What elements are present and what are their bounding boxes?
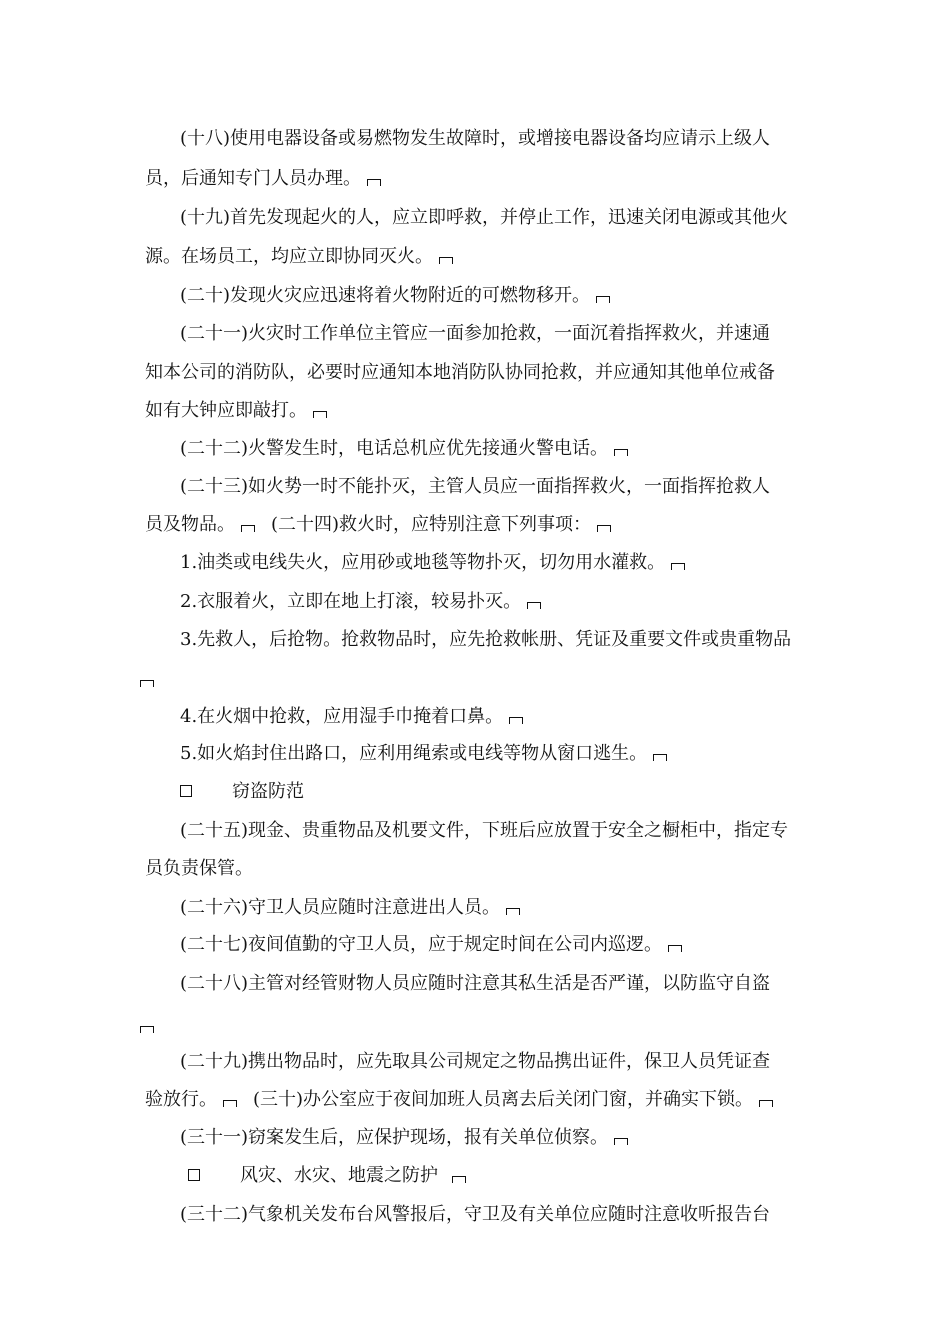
- paragraph-mark-icon: [439, 257, 453, 264]
- paragraph-mark-icon: [759, 1100, 773, 1107]
- line-21: (二十六)守卫人员应随时注意进出人员。: [180, 896, 520, 920]
- line-13: 2.衣服着火，立即在地上打滚，较易扑灭。: [180, 590, 541, 614]
- paragraph-mark-icon: [140, 680, 154, 687]
- paragraph-mark-icon: [653, 754, 667, 761]
- line-25: (二十九)携出物品时，应先取具公司规定之物品携出证件，保卫人员凭证查: [180, 1051, 771, 1072]
- paragraph-mark-icon: [596, 296, 610, 303]
- paragraph-mark-icon: [614, 449, 628, 456]
- paragraph-mark-icon: [140, 1026, 154, 1033]
- paragraph-mark-icon: [367, 179, 381, 186]
- line-16: 4.在火烟中抢救，应用湿手巾掩着口鼻。: [180, 705, 523, 729]
- paragraph-mark-icon: [614, 1138, 628, 1145]
- line-12: 1.油类或电线失火，应用砂或地毯等物扑灭，切勿用水灌救。: [180, 551, 685, 575]
- line-7: 知本公司的消防队，必要时应通知本地消防队协同抢救，并应通知其他单位戒备: [145, 362, 775, 383]
- paragraph-mark-icon: [241, 525, 255, 532]
- paragraph-mark-icon: [506, 908, 520, 915]
- line-8: 如有大钟应即敲打。: [145, 399, 327, 423]
- line-15: [140, 668, 154, 692]
- line-4: 源。在场员工，均应立即协同灭火。: [145, 245, 453, 269]
- line-22: (二十七)夜间值勤的守卫人员，应于规定时间在公司内巡逻。: [180, 933, 682, 957]
- line-6: (二十一)火灾时工作单位主管应一面参加抢救，一面沉着指挥救火，并速通: [180, 323, 771, 344]
- checkbox-square-icon: [180, 785, 192, 797]
- section-heading-disaster: 风灾、水灾、地震之防护: [188, 1164, 466, 1188]
- line-19: (二十五)现金、贵重物品及机要文件，下班后应放置于安全之橱柜中，指定专: [180, 820, 789, 841]
- line-23: (二十八)主管对经管财物人员应随时注意其私生活是否严谨，以防监守自盗: [180, 973, 771, 994]
- line-1: (十八)使用电器设备或易燃物发生故障时，或增接电器设备均应请示上级人: [180, 128, 771, 149]
- paragraph-mark-icon: [597, 525, 611, 532]
- line-5: (二十)发现火灾应迅速将着火物附近的可燃物移开。: [180, 284, 610, 308]
- line-2: 员，后通知专门人员办理。: [145, 167, 381, 191]
- line-3: (十九)首先发现起火的人，应立即呼救，并停止工作，迅速关闭电源或其他火: [180, 207, 789, 228]
- line-17: 5.如火焰封住出路口，应利用绳索或电线等物从窗口逃生。: [180, 742, 667, 766]
- line-20: 员负责保管。: [145, 858, 253, 879]
- line-24: [140, 1014, 154, 1038]
- line-14: 3.先救人，后抢物。抢救物品时，应先抢救帐册、凭证及重要文件或贵重物品: [180, 629, 792, 650]
- paragraph-mark-icon: [452, 1176, 466, 1183]
- paragraph-mark-icon: [313, 411, 327, 418]
- paragraph-mark-icon: [527, 602, 541, 609]
- line-29: (三十二)气象机关发布台风警报后，守卫及有关单位应随时注意收听报告台: [180, 1204, 771, 1225]
- line-26: 验放行。 (三十)办公室应于夜间加班人员离去后关闭门窗，并确实下锁。: [145, 1088, 773, 1112]
- section-heading-theft: 窃盗防范: [180, 780, 304, 804]
- line-11: 员及物品。 (二十四)救火时，应特别注意下列事项：: [145, 513, 611, 537]
- line-10: (二十三)如火势一时不能扑灭，主管人员应一面指挥救火，一面指挥抢救人: [180, 476, 771, 497]
- checkbox-square-icon: [188, 1169, 200, 1181]
- line-27: (三十一)窃案发生后，应保护现场，报有关单位侦察。: [180, 1126, 628, 1150]
- line-9: (二十二)火警发生时，电话总机应优先接通火警电话。: [180, 437, 628, 461]
- paragraph-mark-icon: [223, 1100, 237, 1107]
- paragraph-mark-icon: [509, 717, 523, 724]
- paragraph-mark-icon: [668, 945, 682, 952]
- paragraph-mark-icon: [671, 563, 685, 570]
